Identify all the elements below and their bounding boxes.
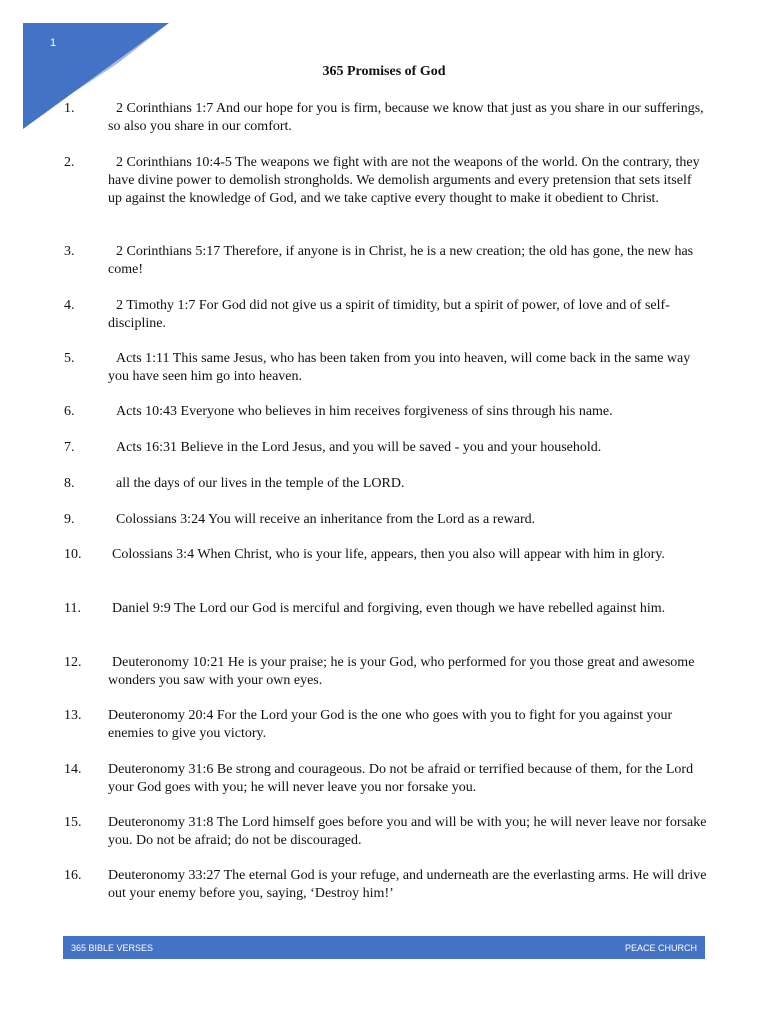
page-title: 365 Promises of God	[322, 64, 446, 79]
item-text: 2 Corinthians 10:4-5 The weapons we fight with are not the weapons of the world. On the contrary, they have divine power to demolish strongholds. We demolish arguments and every pretension that sets itself up against the knowledge of God, and we take captive every thought to make it obedient to Christ.	[108, 155, 700, 206]
item-number: 2.	[64, 155, 75, 170]
item-text: Colossians 3:4 When Christ, who is your life, appears, then you also will appear with him in glory.	[112, 547, 665, 562]
footer-left-label: 365 BIBLE VERSES	[71, 942, 154, 953]
item-text: Deuteronomy 33:27 The eternal God is your refuge, and underneath are the everlasting arms. He will drive out your enemy before you, saying, ‘Destroy him!’	[108, 868, 707, 901]
item-text: Acts 16:31 Believe in the Lord Jesus, and you will be saved - you and your household.	[116, 440, 602, 455]
item-number: 9.	[64, 512, 75, 527]
item-text: 2 Timothy 1:7 For God did not give us a spirit of timidity, but a spirit of power, of love and of self-discipline.	[108, 298, 670, 331]
item-number: 12.	[64, 655, 82, 670]
item-number: 14.	[64, 762, 82, 777]
item-number: 5.	[64, 351, 75, 366]
item-number: 10.	[64, 547, 82, 562]
item-number: 7.	[64, 440, 75, 455]
item-number: 15.	[64, 815, 82, 830]
item-text: Deuteronomy 10:21 He is your praise; he is your God, who performed for you those great and awesome wonders you saw with your own eyes.	[108, 655, 695, 688]
item-text: 2 Corinthians 5:17 Therefore, if anyone is in Christ, he is a new creation; the old has gone, the new has come!	[108, 244, 694, 277]
page-number: 1	[50, 37, 57, 49]
item-text: Colossians 3:24 You will receive an inheritance from the Lord as a reward.	[116, 512, 536, 527]
item-number: 4.	[64, 298, 75, 313]
item-text: all the days of our lives in the temple of the LORD.	[116, 476, 405, 491]
item-text: Acts 10:43 Everyone who believes in him receives forgiveness of sins through his name.	[116, 404, 613, 419]
item-number: 6.	[64, 404, 75, 419]
item-number: 16.	[64, 868, 82, 883]
item-number: 8.	[64, 476, 75, 491]
item-text: Acts 1:11 This same Jesus, who has been taken from you into heaven, will come back in the same way you have seen him go into heaven.	[108, 351, 691, 384]
page-footer	[63, 936, 705, 959]
footer-right-label: PEACE CHURCH	[624, 942, 697, 953]
item-number: 1.	[64, 101, 75, 116]
item-text: Deuteronomy 31:6 Be strong and courageous. Do not be afraid or terrified because of them, for the Lord your God goes with you; he will never leave you nor forsake you.	[108, 762, 694, 795]
item-text: Daniel 9:9 The Lord our God is merciful and forgiving, even though we have rebelled against him.	[112, 601, 666, 616]
item-text: Deuteronomy 20:4 For the Lord your God is the one who goes with you to fight for you against your enemies to give you victory.	[108, 708, 673, 741]
item-number: 13.	[64, 708, 82, 723]
item-number: 11.	[64, 601, 81, 616]
item-text: Deuteronomy 31:8 The Lord himself goes before you and will be with you; he will never leave nor forsake you. Do not be afraid; do not be discouraged.	[108, 815, 707, 848]
item-text: 2 Corinthians 1:7 And our hope for you is firm, because we know that just as you share in our sufferings, so also you share in our comfort.	[108, 101, 704, 134]
item-number: 3.	[64, 244, 75, 259]
